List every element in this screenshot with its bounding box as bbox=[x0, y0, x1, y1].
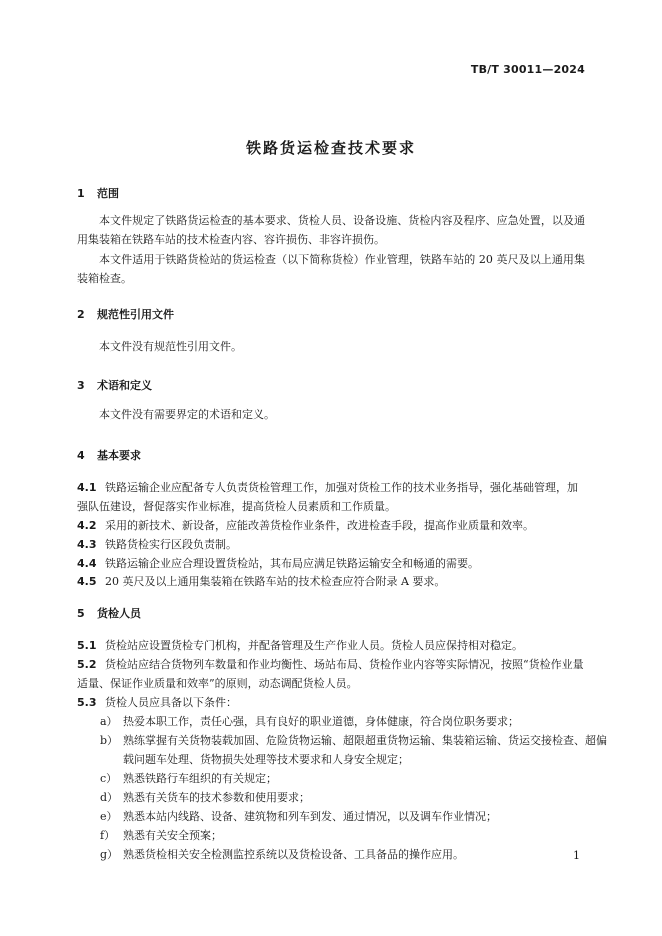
clause-number: 5.1 bbox=[77, 639, 97, 652]
clause-text: 货检人员应具备以下条件： bbox=[105, 696, 237, 709]
clause-text: 货检站应结合货物列车数量和作业均衡性、场站布局、货检作业内容等实际情况，按照“货检作业量适量、保证作业质量和效率”的原则，动态调配货检人员。 bbox=[77, 658, 584, 690]
clause-text: 货检站应设置货检专门机构，并配备管理及生产作业人员。货检人员应保持相对稳定。 bbox=[105, 639, 523, 652]
list-item bbox=[100, 731, 608, 769]
clause-text: 采用的新技术、新设备，应能改善货检作业条件，改进检查手段，提高作业质量和效率。 bbox=[105, 519, 534, 532]
list-item-marker: a） bbox=[100, 715, 118, 728]
section-title: 范围 bbox=[97, 187, 119, 200]
section-number: 4 bbox=[77, 449, 85, 462]
section-heading-terms bbox=[77, 377, 152, 393]
clause-5-2 bbox=[77, 655, 585, 693]
section-number: 3 bbox=[77, 379, 85, 392]
standard-code: TB/T 30011—2024 bbox=[470, 63, 585, 76]
clause-number: 5.2 bbox=[77, 658, 97, 671]
list-item bbox=[100, 807, 608, 826]
clause-5-3 bbox=[77, 693, 585, 712]
clause-number: 4.4 bbox=[77, 557, 97, 570]
list-item-marker: f） bbox=[100, 829, 116, 842]
list-item-text: 熟悉有关货车的技术参数和使用要求； bbox=[123, 791, 310, 804]
clause-text: 20 英尺及以上通用集装箱在铁路车站的技术检查应符合附录 A 要求。 bbox=[105, 575, 446, 588]
section-heading-normative-references bbox=[77, 306, 174, 322]
list-item-marker: b） bbox=[100, 734, 119, 747]
section-heading-basic-requirements bbox=[77, 447, 141, 463]
section-title: 规范性引用文件 bbox=[97, 308, 174, 321]
list-item-text: 熟悉货检相关安全检测监控系统以及货检设备、工具备品的操作应用。 bbox=[123, 848, 464, 861]
paragraph: 本文件没有需要界定的术语和定义。 bbox=[99, 408, 275, 421]
section-number: 1 bbox=[77, 187, 85, 200]
section-heading-scope bbox=[77, 185, 119, 201]
list-item bbox=[100, 788, 608, 807]
list-item-text: 熟悉本站内线路、设备、建筑物和列车到发、通过情况，以及调车作业情况； bbox=[123, 810, 497, 823]
clause-4-1 bbox=[77, 478, 585, 516]
section-number: 5 bbox=[77, 607, 85, 620]
clause-number: 4.5 bbox=[77, 575, 97, 588]
section-number: 2 bbox=[77, 308, 85, 321]
clause-text: 铁路运输企业应合理设置货检站，其布局应满足铁路运输安全和畅通的需要。 bbox=[105, 557, 479, 570]
list-item-text: 熟悉有关安全预案； bbox=[123, 829, 222, 842]
section-title: 基本要求 bbox=[97, 449, 141, 462]
clause-4-3 bbox=[77, 535, 585, 554]
paragraph: 本文件适用于铁路货检站的货运检查（以下简称货检）作业管理，铁路车站的 20 英尺及以上通用集装箱检查。 bbox=[77, 253, 585, 285]
section-title: 术语和定义 bbox=[97, 379, 152, 392]
list-item-text: 熟悉铁路行车组织的有关规定； bbox=[123, 772, 277, 785]
clause-4-4 bbox=[77, 554, 585, 573]
list-item-marker: e） bbox=[100, 810, 118, 823]
paragraph: 本文件规定了铁路货运检查的基本要求、货检人员、设备设施、货检内容及程序、应急处置，以及通用集装箱在铁路车站的技术检查内容、容许损伤、非容许损伤。 bbox=[77, 214, 585, 246]
list-item-marker: g） bbox=[100, 848, 119, 861]
section-heading-inspection-personnel bbox=[77, 605, 141, 621]
list-item bbox=[100, 826, 608, 845]
clause-4-5 bbox=[77, 572, 585, 591]
clause-4-2 bbox=[77, 516, 585, 535]
clause-number: 4.3 bbox=[77, 538, 97, 551]
list-item-text: 熟练掌握有关货物装载加固、危险货物运输、超限超重货物运输、集装箱运输、货运交接检查、超偏载问题车处理、货物损失处理等技术要求和人身安全规定； bbox=[123, 734, 607, 766]
page-number: 1 bbox=[573, 849, 580, 862]
clause-number: 5.3 bbox=[77, 696, 97, 709]
clause-number: 4.2 bbox=[77, 519, 97, 532]
list-item bbox=[100, 769, 608, 788]
list-item bbox=[100, 845, 608, 864]
section-title: 货检人员 bbox=[97, 607, 141, 620]
list-item-marker: d） bbox=[100, 791, 119, 804]
clause-text: 铁路货检实行区段负责制。 bbox=[105, 538, 237, 551]
list-item bbox=[100, 712, 608, 731]
clause-text: 铁路运输企业应配备专人负责货检管理工作，加强对货检工作的技术业务指导，强化基础管理，加强队伍建设，督促落实作业标准，提高货检人员素质和工作质量。 bbox=[77, 481, 578, 513]
list-item-text: 热爱本职工作，责任心强，具有良好的职业道德，身体健康，符合岗位职务要求； bbox=[123, 715, 519, 728]
document-title: 铁路货运检查技术要求 bbox=[245, 139, 416, 157]
paragraph: 本文件没有规范性引用文件。 bbox=[99, 340, 242, 353]
clause-number: 4.1 bbox=[77, 481, 97, 494]
list-item-marker: c） bbox=[100, 772, 118, 785]
clause-5-1 bbox=[77, 636, 585, 655]
